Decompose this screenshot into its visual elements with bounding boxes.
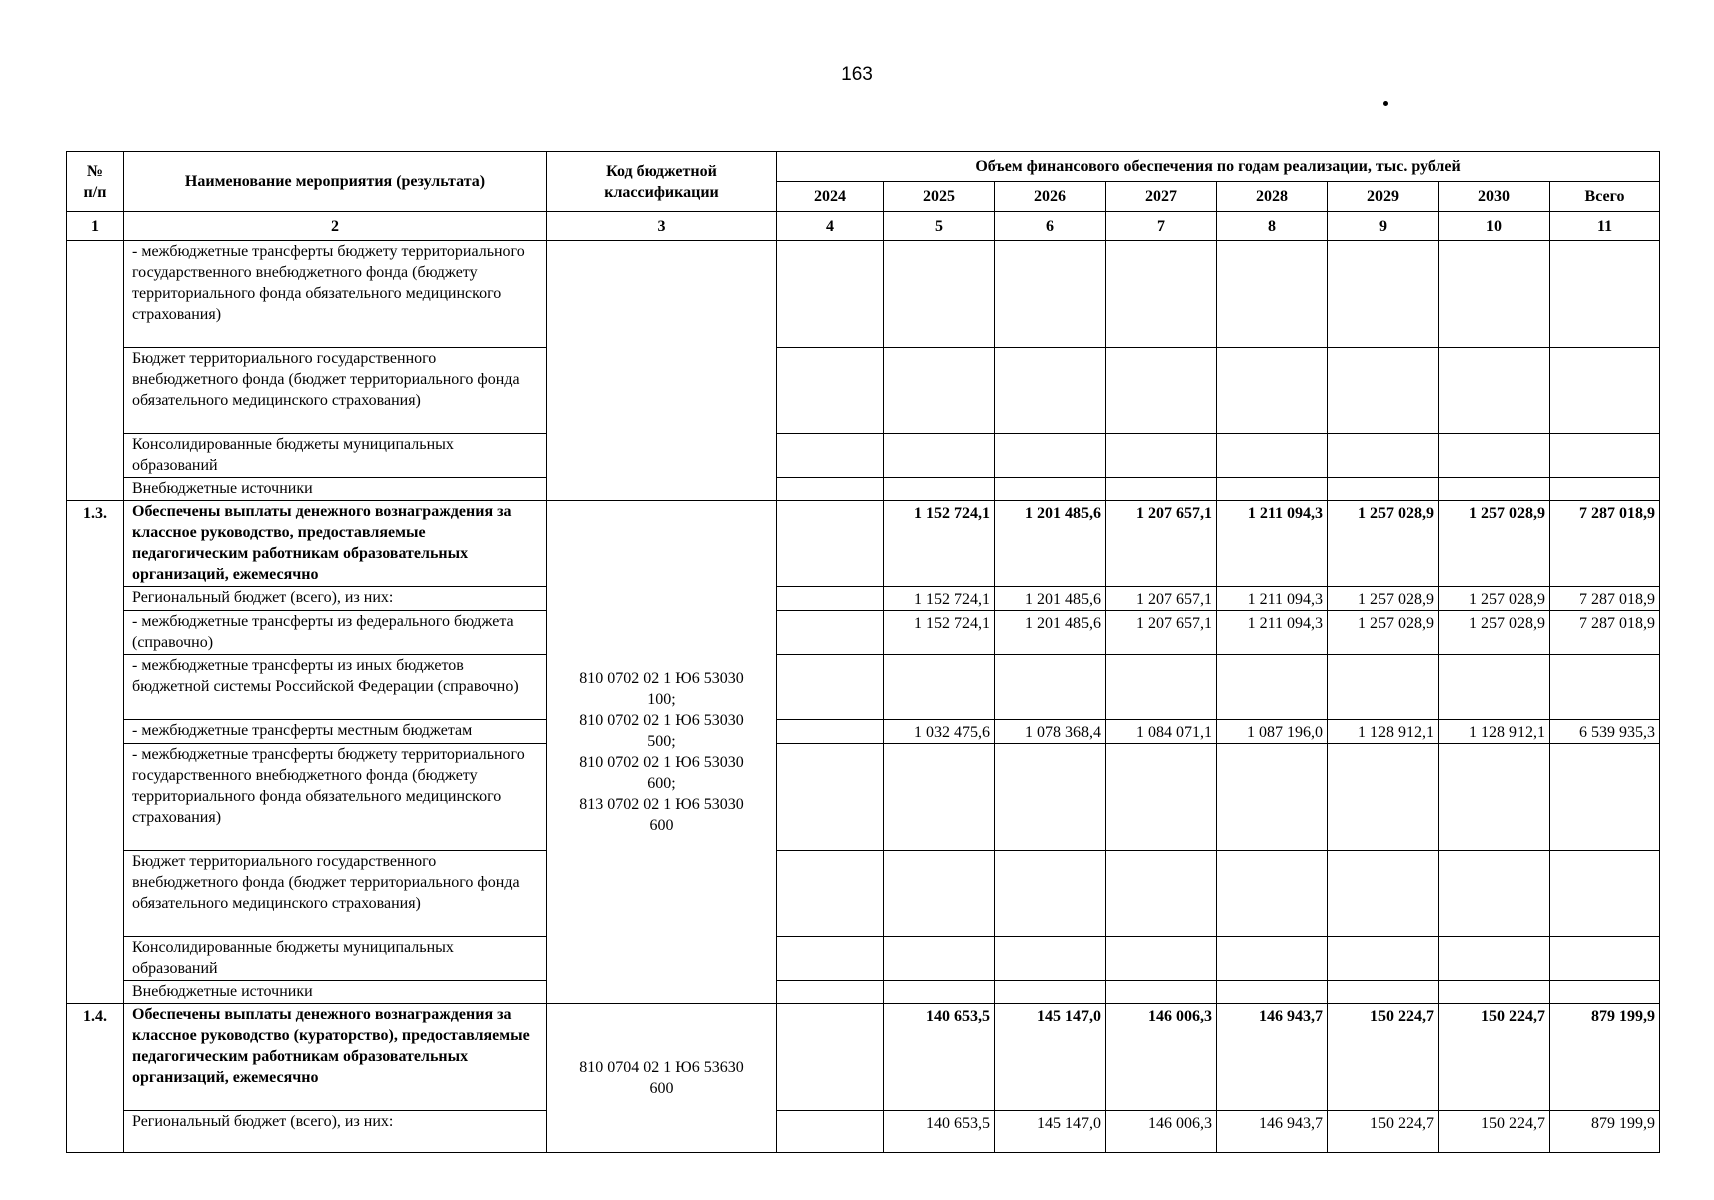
value-cell	[777, 981, 884, 1004]
value-cell: 1 207 657,1	[1106, 501, 1217, 587]
value-cell	[1328, 744, 1439, 851]
value-cell	[1328, 851, 1439, 937]
value-cell	[1106, 478, 1217, 501]
value-cell	[884, 478, 995, 501]
value-cell: 1 152 724,1	[884, 587, 995, 611]
section-title: Обеспечены выплаты денежного вознаграждения за классное руководство, предоставляемые педагогическим работникам образовательных организаций, ежемесячно	[124, 501, 547, 587]
column-number: 2	[124, 212, 547, 241]
header-col-no: № п/п	[67, 152, 124, 212]
value-cell	[777, 348, 884, 434]
header-col-volume: Объем финансового обеспечения по годам реализации, тыс. рублей	[777, 152, 1660, 182]
value-cell: 7 287 018,9	[1550, 501, 1660, 587]
budget-code-line: 500;	[647, 733, 676, 750]
value-cell	[884, 937, 995, 981]
column-number: 11	[1550, 212, 1660, 241]
value-cell: 1 257 028,9	[1439, 587, 1550, 611]
budget-table	[66, 151, 1660, 1153]
value-cell	[1439, 655, 1550, 720]
table-row	[67, 720, 1660, 744]
header-col-name: Наименование мероприятия (результата)	[124, 152, 547, 212]
value-cell	[777, 1111, 884, 1153]
value-cell	[1439, 851, 1550, 937]
value-cell: 145 147,0	[995, 1111, 1106, 1153]
value-cell: 7 287 018,9	[1550, 587, 1660, 611]
row-name: - межбюджетные трансферты бюджету территориального государственного внебюджетного фонда (бюджету территориального фонда обязательного медицинского страхования)	[124, 241, 547, 348]
value-cell	[884, 981, 995, 1004]
column-number: 5	[884, 212, 995, 241]
header-year: 2030	[1439, 182, 1550, 212]
section-title-row	[67, 1004, 1660, 1111]
value-cell: 1 257 028,9	[1328, 611, 1439, 655]
value-cell: 146 006,3	[1106, 1004, 1217, 1111]
row-name: Консолидированные бюджеты муниципальных образований	[124, 937, 547, 981]
section-title-row	[67, 501, 1660, 587]
budget-code-line: 100;	[647, 691, 676, 708]
value-cell: 150 224,7	[1328, 1111, 1439, 1153]
value-cell	[1106, 348, 1217, 434]
column-number: 6	[995, 212, 1106, 241]
value-cell	[1328, 937, 1439, 981]
value-cell: 1 201 485,6	[995, 501, 1106, 587]
value-cell	[1217, 937, 1328, 981]
value-cell	[1439, 937, 1550, 981]
value-cell	[1439, 434, 1550, 478]
table-row	[67, 587, 1660, 611]
value-cell	[995, 241, 1106, 348]
header-year: 2029	[1328, 182, 1439, 212]
value-cell	[1550, 434, 1660, 478]
value-cell	[1106, 434, 1217, 478]
value-cell	[777, 434, 884, 478]
column-number: 7	[1106, 212, 1217, 241]
row-name: Региональный бюджет (всего), из них:	[124, 587, 547, 611]
value-cell	[884, 434, 995, 478]
value-cell	[1106, 655, 1217, 720]
value-cell	[777, 655, 884, 720]
column-number: 4	[777, 212, 884, 241]
value-cell	[1106, 851, 1217, 937]
column-number: 10	[1439, 212, 1550, 241]
table-row	[67, 1111, 1660, 1153]
value-cell	[777, 478, 884, 501]
value-cell	[1217, 348, 1328, 434]
budget-code-line: 600	[649, 817, 674, 834]
value-cell: 1 211 094,3	[1217, 501, 1328, 587]
column-number: 8	[1217, 212, 1328, 241]
value-cell	[777, 241, 884, 348]
value-cell	[777, 611, 884, 655]
budget-code-line: 810 0704 02 1 Ю6 53630	[579, 1059, 744, 1076]
value-cell: 146 943,7	[1217, 1004, 1328, 1111]
value-cell: 7 287 018,9	[1550, 611, 1660, 655]
budget-code	[547, 501, 777, 1004]
header-year: 2024	[777, 182, 884, 212]
value-cell	[1550, 655, 1660, 720]
table-row	[67, 434, 1660, 478]
row-name: Внебюджетные источники	[124, 981, 547, 1004]
header-year: 2026	[995, 182, 1106, 212]
value-cell	[884, 348, 995, 434]
value-cell	[1550, 851, 1660, 937]
value-cell	[1328, 478, 1439, 501]
value-cell	[1106, 937, 1217, 981]
value-cell	[1328, 981, 1439, 1004]
budget-code	[547, 1004, 777, 1153]
value-cell: 150 224,7	[1439, 1111, 1550, 1153]
value-cell	[777, 1004, 884, 1111]
row-name: - межбюджетные трансферты из федерального бюджета (справочно)	[124, 611, 547, 655]
value-cell	[777, 587, 884, 611]
section-index: 1.4.	[67, 1004, 124, 1153]
value-cell	[1439, 981, 1550, 1004]
section-index: 1.3.	[67, 501, 124, 1004]
value-cell	[995, 348, 1106, 434]
budget-code-line: 810 0702 02 1 Ю6 53030	[579, 670, 744, 687]
table-row	[67, 744, 1660, 851]
value-cell	[1217, 655, 1328, 720]
value-cell	[1550, 981, 1660, 1004]
value-cell: 1 211 094,3	[1217, 587, 1328, 611]
column-number: 3	[547, 212, 777, 241]
value-cell: 6 539 935,3	[1550, 720, 1660, 744]
budget-code-line: 810 0702 02 1 Ю6 53030	[579, 754, 744, 771]
value-cell: 140 653,5	[884, 1111, 995, 1153]
value-cell: 1 257 028,9	[1439, 501, 1550, 587]
value-cell	[1217, 478, 1328, 501]
value-cell	[1217, 434, 1328, 478]
value-cell	[1328, 655, 1439, 720]
value-cell	[995, 937, 1106, 981]
header-year: 2028	[1217, 182, 1328, 212]
value-cell	[1217, 744, 1328, 851]
value-cell	[1328, 241, 1439, 348]
header-year: 2027	[1106, 182, 1217, 212]
value-cell: 146 006,3	[1106, 1111, 1217, 1153]
budget-code-line: 810 0702 02 1 Ю6 53030	[579, 712, 744, 729]
value-cell	[777, 937, 884, 981]
value-cell	[995, 478, 1106, 501]
row-name: - межбюджетные трансферты бюджету территориального государственного внебюджетного фонда (бюджету территориального фонда обязательного медицинского страхования)	[124, 744, 547, 851]
row-name: - межбюджетные трансферты из иных бюджетов бюджетной системы Российской Федерации (справочно)	[124, 655, 547, 720]
value-cell	[995, 851, 1106, 937]
value-cell: 1 207 657,1	[1106, 611, 1217, 655]
code-cell	[547, 241, 777, 501]
value-cell: 140 653,5	[884, 1004, 995, 1111]
value-cell	[1106, 744, 1217, 851]
index-cell	[67, 241, 124, 501]
scan-dot	[1383, 101, 1388, 106]
value-cell: 1 128 912,1	[1328, 720, 1439, 744]
value-cell	[777, 720, 884, 744]
row-name: Региональный бюджет (всего), из них:	[124, 1111, 547, 1153]
value-cell	[1217, 241, 1328, 348]
value-cell	[995, 655, 1106, 720]
value-cell: 1 257 028,9	[1328, 587, 1439, 611]
value-cell: 1 201 485,6	[995, 611, 1106, 655]
value-cell: 879 199,9	[1550, 1004, 1660, 1111]
value-cell: 1 257 028,9	[1328, 501, 1439, 587]
header-col-code: Код бюджетной классификации	[547, 152, 777, 212]
value-cell: 1 207 657,1	[1106, 587, 1217, 611]
value-cell	[1328, 434, 1439, 478]
table-row	[67, 478, 1660, 501]
table-row	[67, 348, 1660, 434]
table-row	[67, 241, 1660, 348]
value-cell: 1 152 724,1	[884, 611, 995, 655]
value-cell: 1 032 475,6	[884, 720, 995, 744]
table-row	[67, 937, 1660, 981]
value-cell	[884, 851, 995, 937]
value-cell	[1550, 241, 1660, 348]
budget-code-line: 813 0702 02 1 Ю6 53030	[579, 796, 744, 813]
value-cell	[995, 981, 1106, 1004]
value-cell: 150 224,7	[1439, 1004, 1550, 1111]
table-row	[67, 611, 1660, 655]
column-number: 1	[67, 212, 124, 241]
value-cell: 1 201 485,6	[995, 587, 1106, 611]
value-cell	[884, 241, 995, 348]
value-cell	[1106, 981, 1217, 1004]
row-name: Консолидированные бюджеты муниципальных образований	[124, 434, 547, 478]
header-year: 2025	[884, 182, 995, 212]
value-cell: 1 084 071,1	[1106, 720, 1217, 744]
value-cell	[1550, 478, 1660, 501]
value-cell	[1106, 241, 1217, 348]
value-cell	[1439, 478, 1550, 501]
value-cell: 145 147,0	[995, 1004, 1106, 1111]
row-name: Бюджет территориального государственного внебюджетного фонда (бюджет территориального фонда обязательного медицинского страхования)	[124, 348, 547, 434]
value-cell: 1 152 724,1	[884, 501, 995, 587]
table-row	[67, 851, 1660, 937]
page-number: 163	[841, 64, 873, 85]
value-cell	[1550, 937, 1660, 981]
section-title: Обеспечены выплаты денежного вознаграждения за классное руководство (кураторство), предоставляемые педагогическим работникам образовательных организаций, ежемесячно	[124, 1004, 547, 1111]
value-cell	[1439, 241, 1550, 348]
value-cell	[1550, 744, 1660, 851]
row-name: - межбюджетные трансферты местным бюджетам	[124, 720, 547, 744]
table-row	[67, 655, 1660, 720]
value-cell	[884, 655, 995, 720]
row-name: Внебюджетные источники	[124, 478, 547, 501]
value-cell	[1439, 744, 1550, 851]
value-cell: 1 211 094,3	[1217, 611, 1328, 655]
budget-code-line: 600;	[647, 775, 676, 792]
value-cell: 879 199,9	[1550, 1111, 1660, 1153]
value-cell	[777, 744, 884, 851]
value-cell: 1 257 028,9	[1439, 611, 1550, 655]
value-cell	[1217, 981, 1328, 1004]
budget-code-line: 600	[649, 1080, 674, 1097]
value-cell	[777, 501, 884, 587]
value-cell: 146 943,7	[1217, 1111, 1328, 1153]
value-cell	[1439, 348, 1550, 434]
column-number: 9	[1328, 212, 1439, 241]
value-cell: 150 224,7	[1328, 1004, 1439, 1111]
value-cell	[1550, 348, 1660, 434]
value-cell	[777, 851, 884, 937]
table-row	[67, 981, 1660, 1004]
value-cell	[1328, 348, 1439, 434]
value-cell	[995, 744, 1106, 851]
value-cell: 1 087 196,0	[1217, 720, 1328, 744]
value-cell: 1 078 368,4	[995, 720, 1106, 744]
value-cell	[1217, 851, 1328, 937]
value-cell: 1 128 912,1	[1439, 720, 1550, 744]
header-year: Всего	[1550, 182, 1660, 212]
value-cell	[995, 434, 1106, 478]
row-name: Бюджет территориального государственного внебюджетного фонда (бюджет территориального фонда обязательного медицинского страхования)	[124, 851, 547, 937]
value-cell	[884, 744, 995, 851]
